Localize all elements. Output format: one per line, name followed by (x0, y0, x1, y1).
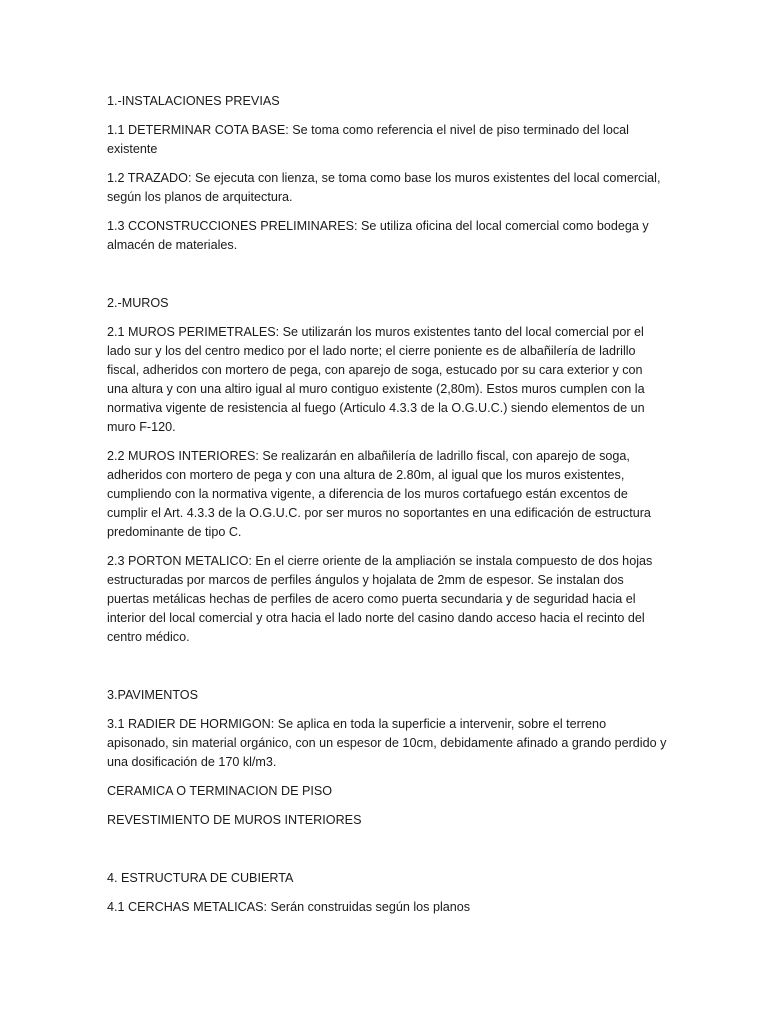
document-page (107, 92, 667, 927)
paragraph: 2.3 PORTON METALICO: En el cierre oriente de la ampliación se instala compuesto de dos hojas estructuradas por marcos de perfiles ángulos y hojalata de 2mm de espesor. Se instalan dos puertas metálicas hechas de perfiles de acero como puerta secundaria y de seguridad hacia el interior del local comercial y otra hacia el lado norte del casino dando acceso hacia el recinto del centro médico. (107, 554, 653, 644)
section-estructura-de-cubierta (107, 869, 667, 917)
section-spacer (107, 265, 667, 294)
paragraph: 1.2 TRAZADO: Se ejecuta con lienza, se toma como base los muros existentes del local comercial, según los planos de arquitectura. (107, 171, 661, 204)
section-muros (107, 294, 667, 647)
section-heading: 2.-MUROS (107, 296, 169, 310)
paragraph: 2.1 MUROS PERIMETRALES: Se utilizarán los muros existentes tanto del local comercial por el lado sur y los del centro medico por el lado norte; el cierre poniente es de albañilería de ladrillo fiscal, adheridos con mortero de pega, con aparejo de soga, estucado por su cara exterior y con una altura y con una altiro igual al muro contiguo existente (2,80m). Estos muros cumplen con la normativa vigente de resistencia al fuego (Articulo 4.3.3 de la O.G.U.C.) siendo elementos de un muro F-120. (107, 325, 645, 434)
paragraph: CERAMICA O TERMINACION DE PISO (107, 784, 333, 798)
paragraph: 1.1 DETERMINAR COTA BASE: Se toma como referencia el nivel de piso terminado del local existente (107, 123, 629, 156)
section-heading: 4. ESTRUCTURA DE CUBIERTA (107, 871, 294, 885)
section-pavimentos (107, 686, 667, 830)
paragraph: REVESTIMIENTO DE MUROS INTERIORES (107, 813, 362, 827)
paragraph: 1.3 CCONSTRUCCIONES PRELIMINARES: Se utiliza oficina del local comercial como bodega y almacén de materiales. (107, 219, 649, 252)
paragraph: 2.2 MUROS INTERIORES: Se realizarán en albañilería de ladrillo fiscal, con aparejo de soga, adheridos con mortero de pega y con una altura de 2.80m, al igual que los muros existentes, cumpliendo con la normativa vigente, a diferencia de los muros cortafuego están excentos de cumplir el Art. 4.3.3 de la O.G.U.C. por ser muros no soportantes en una edificación de estructura predominante de tipo C. (107, 449, 651, 539)
section-heading: 3.PAVIMENTOS (107, 688, 198, 702)
section-instalaciones-previas (107, 92, 667, 255)
paragraph: 3.1 RADIER DE HORMIGON: Se aplica en toda la superficie a intervenir, sobre el terreno apisonado, sin material orgánico, con un espesor de 10cm, debidamente afinado a grando perdido y una dosificación de 170 kl/m3. (107, 717, 667, 769)
section-heading: 1.-INSTALACIONES PREVIAS (107, 94, 280, 108)
section-spacer (107, 657, 667, 686)
paragraph: 4.1 CERCHAS METALICAS: Serán construidas según los planos (107, 900, 471, 914)
section-spacer (107, 840, 667, 869)
